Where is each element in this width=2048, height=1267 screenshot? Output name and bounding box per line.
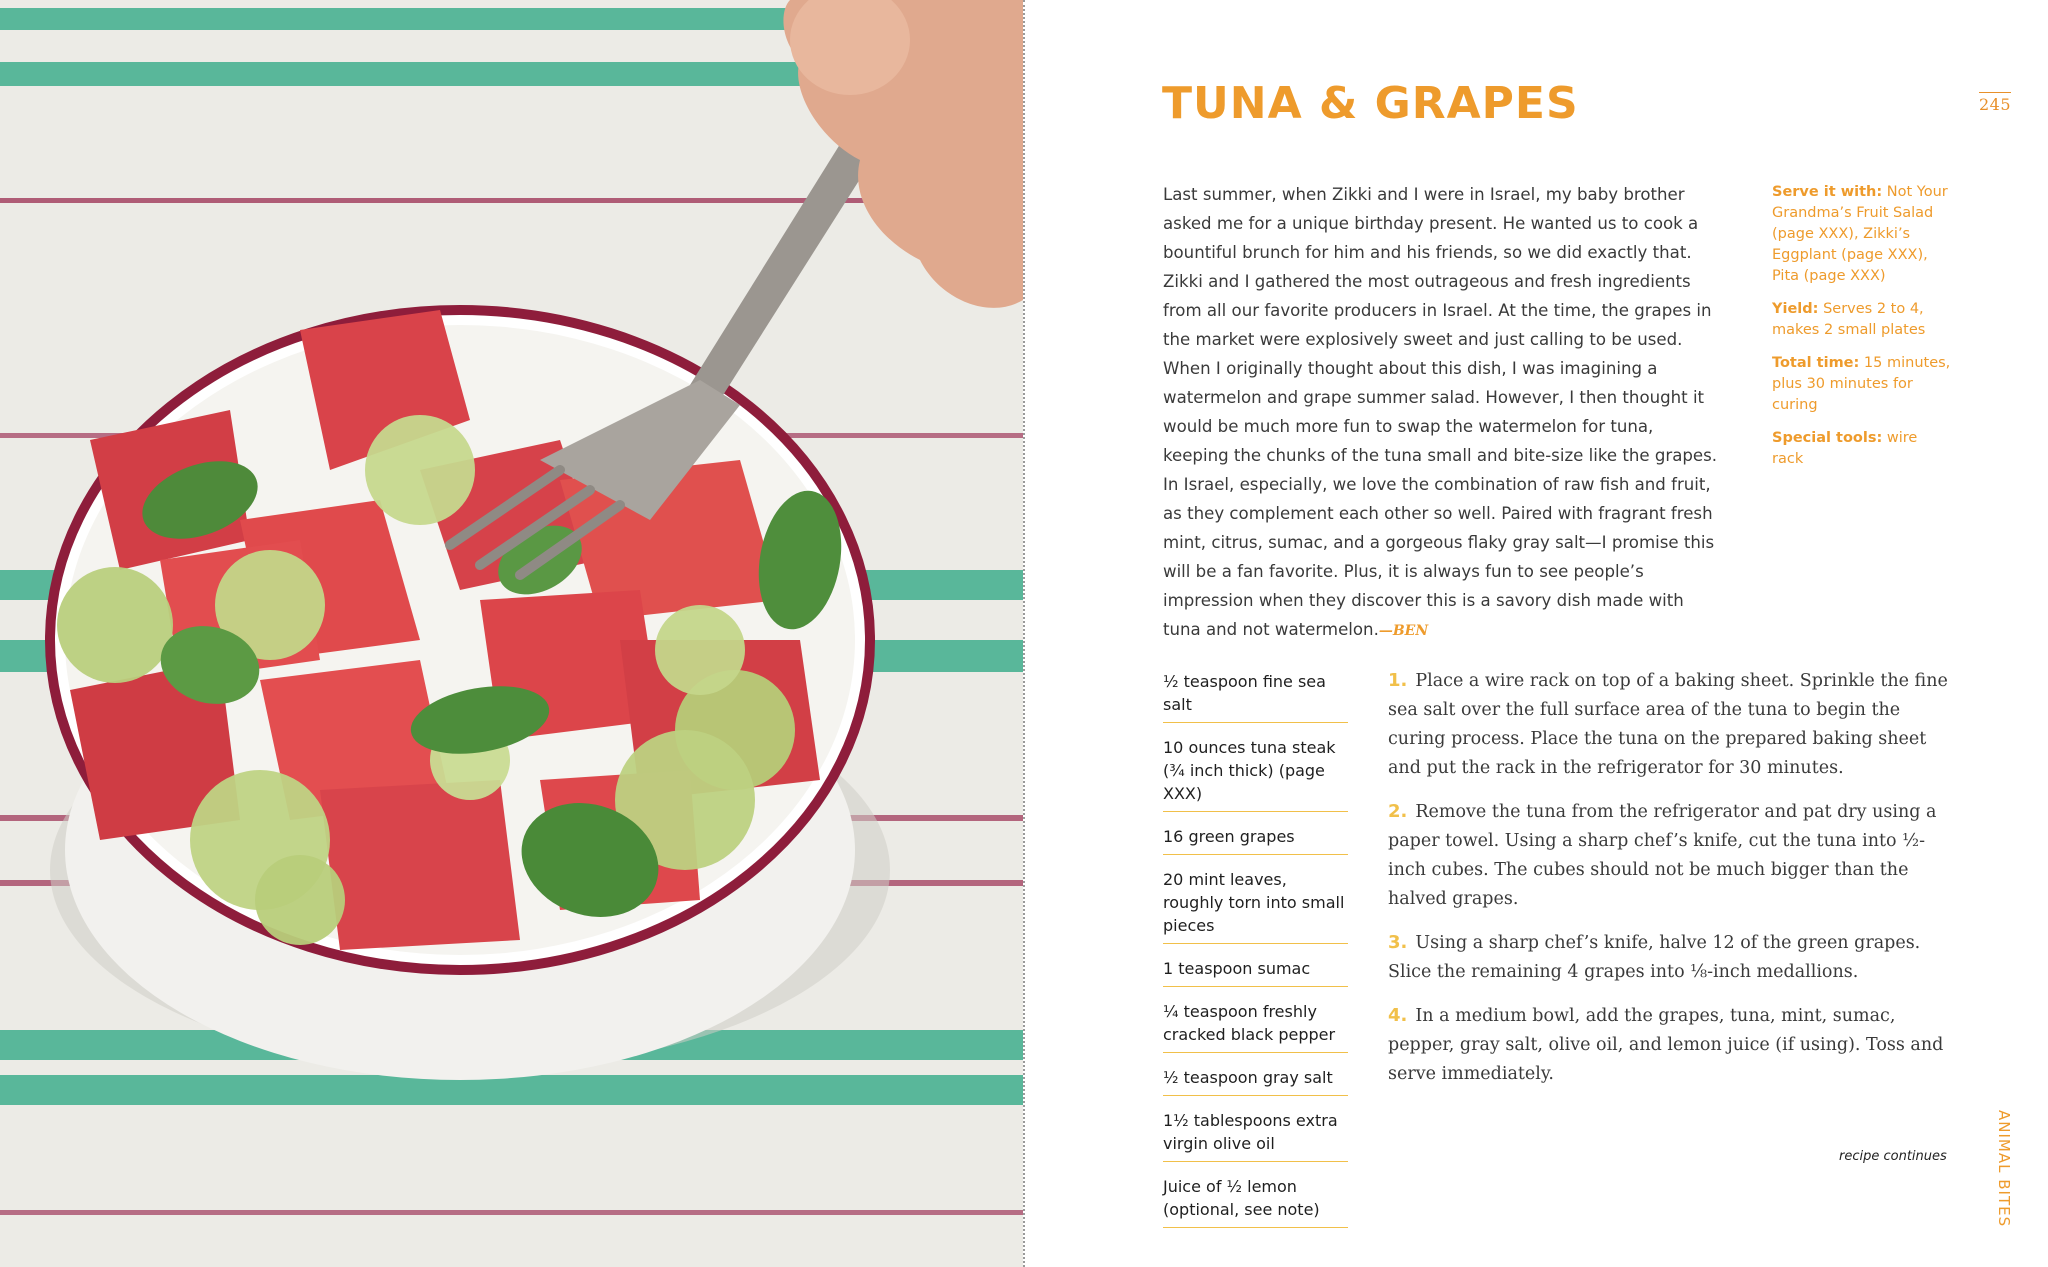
total-time-value: 15 minutes, plus 30 minutes for curing [1772, 355, 1951, 413]
special-tools [1772, 428, 1952, 470]
ingredient-item: 1 teaspoon sumac [1163, 953, 1348, 987]
total-time [1772, 353, 1952, 416]
section-tab [1993, 1110, 2013, 1230]
ingredient-item: Juice of ½ lemon (optional, see note) [1163, 1171, 1348, 1228]
recipe-intro [1163, 180, 1723, 646]
intro-text: Last summer, when Zikki and I were in Israel, my baby brother asked me for a unique birthday present. He wanted us to cook a bountiful brunch for him and his friends, so we did exactly that. Zikki and I gathered the most outrageous and fresh ingredients from all our favorite producers in Israel. At the time, the grapes in the market were explosively sweet and just calling to be used. When I originally thought about this dish, I was imagining a watermelon and grape summer salad. However, I then thought it would be much more fun to swap the watermelon for tuna, keeping the chunks of the tuna small and bite-size like the grapes. In Israel, especially, we love the combination of raw fish and fruit, as they complement each other so well. Paired with fragrant fresh mint, citrus, sumac, and a gorgeous flaky gray salt—I promise this will be a fan favorite. Plus, it is always fun to see people’s impression when they discover this is a savory dish made with tuna and not watermelon. [1163, 185, 1718, 639]
special-tools-label: Special tools: [1772, 430, 1883, 446]
recipe-info-sidebar [1772, 182, 1952, 482]
ingredient-item: ½ teaspoon fine sea salt [1163, 666, 1348, 723]
dish-photo [0, 0, 1023, 1267]
yield-value: Serves 2 to 4, makes 2 small plates [1772, 301, 1926, 338]
photo-illustration [0, 0, 1023, 1267]
ingredient-item: 20 mint leaves, roughly torn into small pieces [1163, 864, 1348, 944]
step-item [1388, 797, 1948, 914]
ingredient-item: ½ teaspoon gray salt [1163, 1062, 1348, 1096]
serve-with-value: Not Your Grandma’s Fruit Salad (page XXX), Zikki’s Eggplant (page XXX), Pita (page XXX) [1772, 184, 1948, 284]
ingredients-list [1163, 666, 1348, 1237]
author-signature: —BEN [1378, 623, 1429, 639]
ingredient-item: ¼ teaspoon freshly cracked black pepper [1163, 996, 1348, 1053]
recipe-continues-note: recipe continues [1839, 1149, 1947, 1164]
serve-with [1772, 182, 1952, 287]
yield [1772, 299, 1952, 341]
step-text: In a medium bowl, add the grapes, tuna, mint, sumac, pepper, gray salt, olive oil, and lemon juice (if using). Toss and serve immediately. [1388, 1006, 1944, 1084]
step-number: 1. [1388, 670, 1408, 691]
step-text: Place a wire rack on top of a baking sheet. Sprinkle the fine sea salt over the full surface area of the tuna to begin the curing process. Place the tuna on the prepared baking sheet and put the rack in the refrigerator for 30 minutes. [1388, 671, 1948, 778]
method-steps [1388, 666, 1948, 1103]
ingredient-item: 10 ounces tuna steak (¾ inch thick) (page XXX) [1163, 732, 1348, 812]
step-number: 3. [1388, 932, 1408, 953]
ingredient-item: 16 green grapes [1163, 821, 1348, 855]
step-number: 2. [1388, 801, 1408, 822]
step-item [1388, 1001, 1948, 1089]
yield-label: Yield: [1772, 301, 1819, 317]
step-text: Using a sharp chef’s knife, halve 12 of the green grapes. Slice the remaining 4 grapes into ⅛-inch medallions. [1388, 933, 1921, 982]
step-item [1388, 666, 1948, 783]
recipe-title: TUNA & GRAPES [1162, 78, 1579, 129]
serve-with-label: Serve it with: [1772, 184, 1883, 200]
ingredient-item: 1½ tablespoons extra virgin olive oil [1163, 1105, 1348, 1162]
section-label: ANIMAL BITES [1995, 1110, 2013, 1228]
page-number: 245 [1979, 92, 2011, 114]
step-item [1388, 928, 1948, 987]
step-text: Remove the tuna from the refrigerator and pat dry using a paper towel. Using a sharp chef’s knife, cut the tuna into ½-inch cubes. The cubes should not be much bigger than the halved grapes. [1388, 802, 1937, 909]
total-time-label: Total time: [1772, 355, 1860, 371]
page-spine [1023, 0, 1025, 1267]
step-number: 4. [1388, 1005, 1408, 1026]
special-tools-value: wire rack [1772, 430, 1918, 467]
